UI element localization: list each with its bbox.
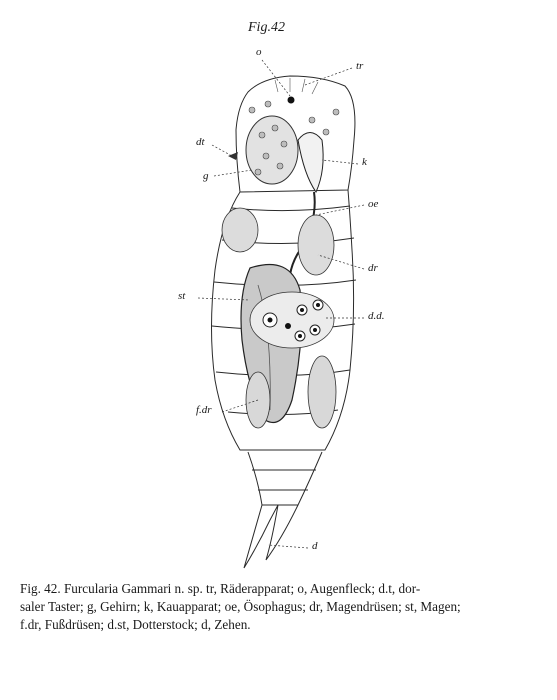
label-dr: dr bbox=[368, 262, 378, 274]
figure-number: Fig.42 bbox=[248, 20, 285, 35]
label-fdr: f.dr bbox=[196, 404, 212, 416]
caption-line-3: f.dr, Fußdrüsen; d.st, Dotterstock; d, Zehen. bbox=[20, 617, 251, 632]
label-dt: dt bbox=[196, 136, 205, 148]
figure-caption bbox=[20, 580, 542, 634]
label-dd: d.d. bbox=[368, 310, 385, 322]
label-g: g bbox=[203, 170, 209, 182]
label-st: st bbox=[178, 290, 186, 302]
label-oe: oe bbox=[368, 198, 379, 210]
toes-outline bbox=[244, 505, 298, 568]
foot-outline bbox=[248, 452, 322, 505]
label-k: k bbox=[362, 156, 367, 168]
label-d: d bbox=[312, 540, 318, 552]
label-tr: tr bbox=[356, 60, 364, 72]
label-o: o bbox=[256, 46, 262, 58]
caption-line-1: Fig. 42. Furcularia Gammari n. sp. tr, Räderapparat; o, Augenfleck; d.t, dor- bbox=[20, 581, 421, 596]
caption-line-2: saler Taster; g, Gehirn; k, Kauapparat; oe, Ösophagus; dr, Magendrüsen; st, Magen; bbox=[20, 599, 461, 614]
